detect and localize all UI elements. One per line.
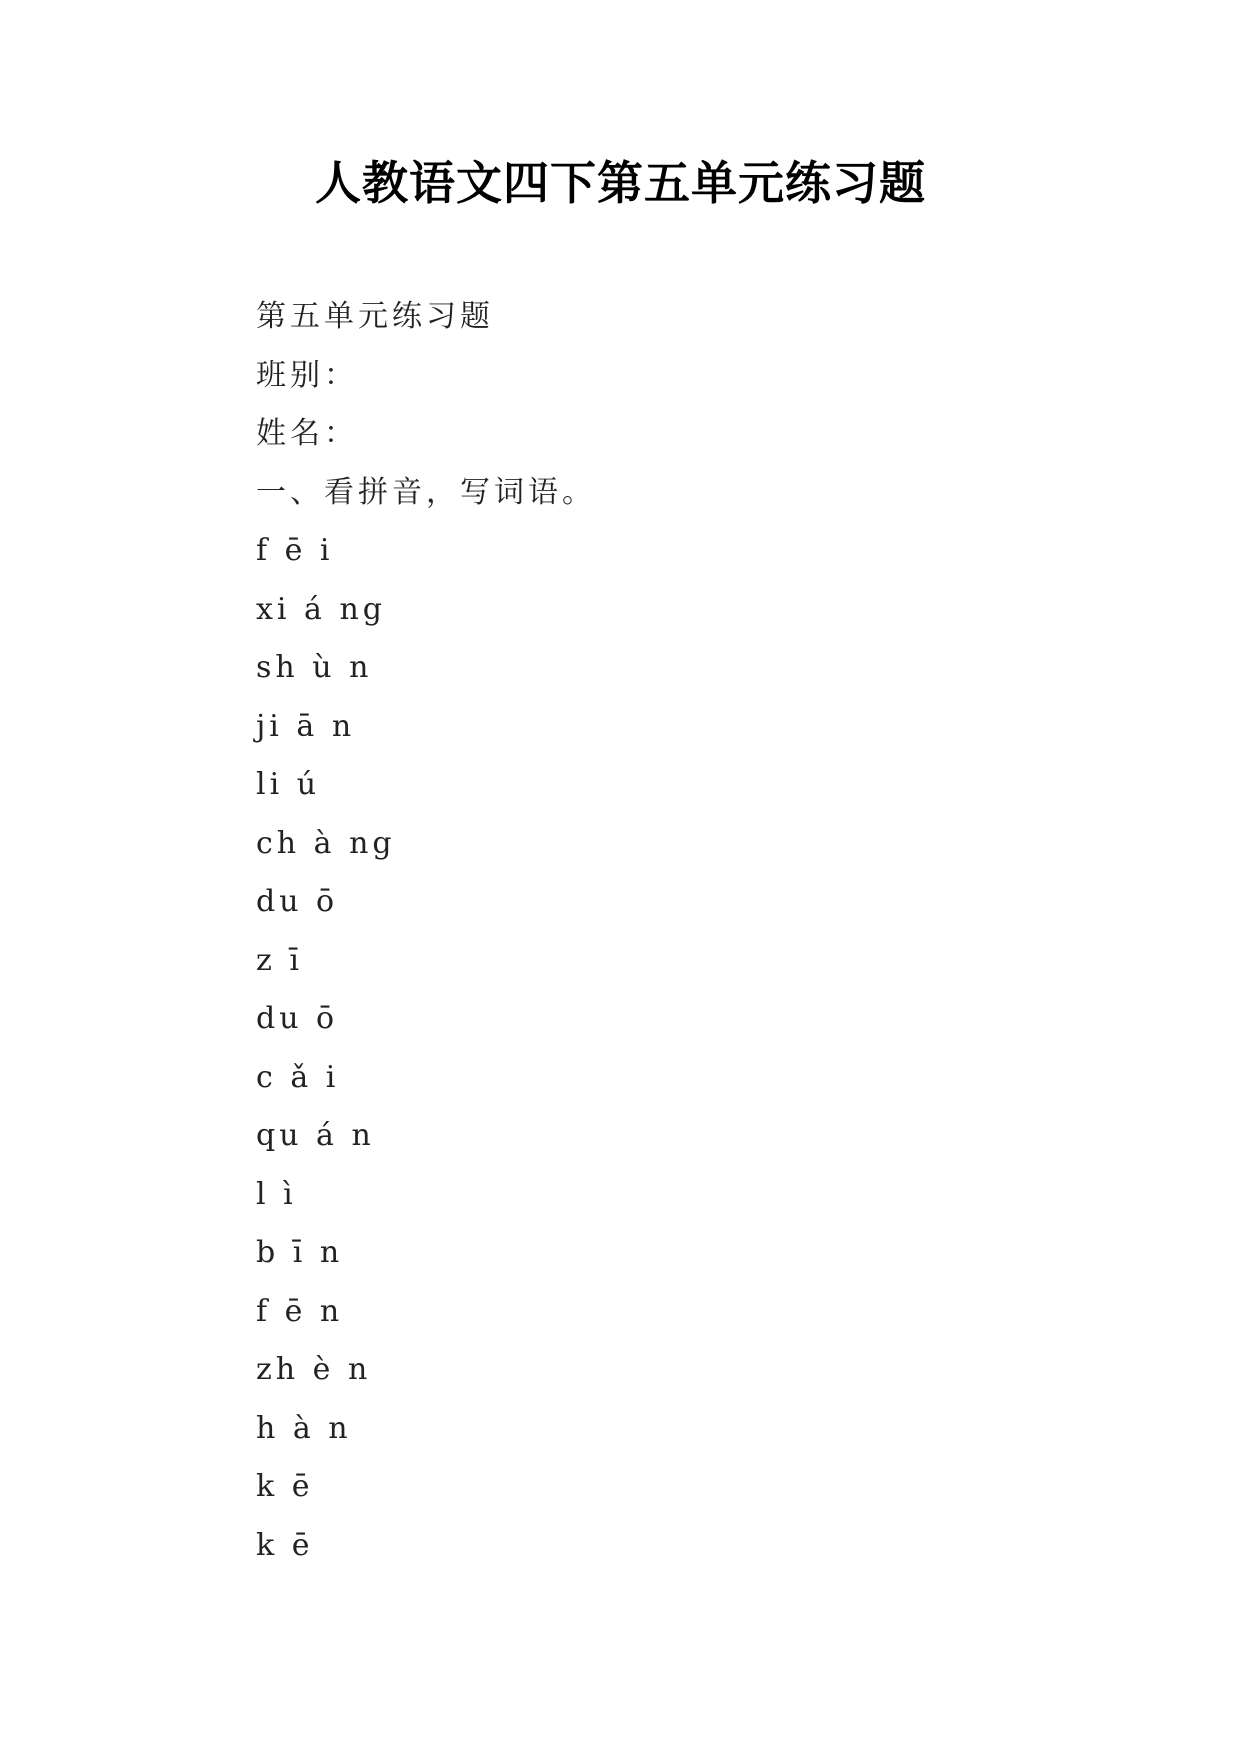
pinyin-line: sh ù n bbox=[256, 650, 373, 685]
pinyin-line: zh è n bbox=[256, 1352, 372, 1387]
pinyin-line: f ē n bbox=[256, 1293, 344, 1329]
name-field-label: 姓名： bbox=[256, 416, 358, 451]
pinyin-line: b ī n bbox=[256, 1235, 344, 1270]
pinyin-line: h à n bbox=[256, 1410, 352, 1446]
pinyin-line: ch à ng bbox=[256, 825, 396, 861]
pinyin-line: du ō bbox=[256, 1001, 339, 1036]
pinyin-line: du ō bbox=[256, 884, 339, 919]
pinyin-line: xi á ng bbox=[256, 591, 386, 627]
pinyin-line: z ī bbox=[256, 942, 303, 978]
pinyin-line: f ē i bbox=[256, 533, 334, 568]
subtitle-line: 第五单元练习题 bbox=[256, 299, 494, 334]
pinyin-line: c ǎ i bbox=[256, 1059, 340, 1095]
pinyin-line: li ú bbox=[256, 767, 321, 802]
pinyin-line: qu á n bbox=[256, 1118, 375, 1153]
pinyin-line: l ì bbox=[256, 1176, 297, 1212]
pinyin-line: k ē bbox=[256, 1469, 314, 1504]
class-field-label: 班别： bbox=[256, 357, 358, 393]
section-heading: 一、看拼音，写词语。 bbox=[256, 474, 596, 510]
document-title: 人教语文四下第五单元练习题 bbox=[315, 156, 926, 210]
document-body bbox=[256, 288, 1156, 1575]
pinyin-line: k ē bbox=[256, 1527, 314, 1563]
pinyin-line: ji ā n bbox=[256, 708, 356, 744]
